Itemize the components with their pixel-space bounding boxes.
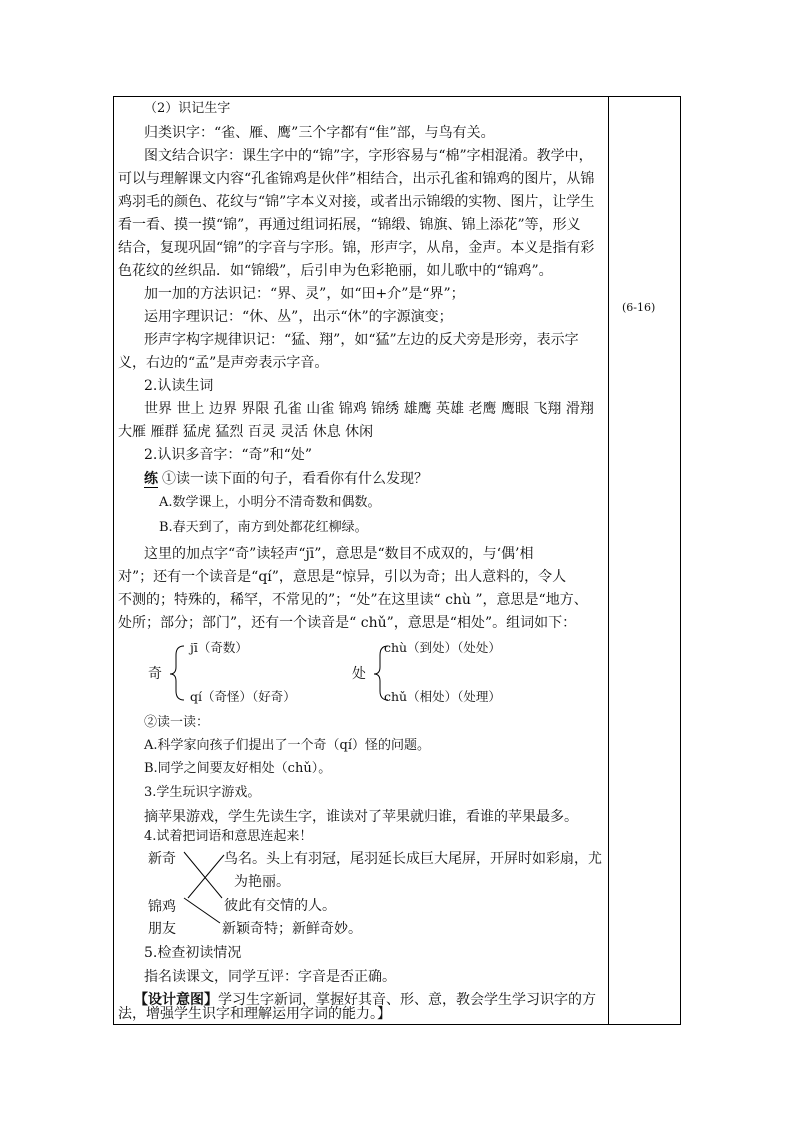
text-line: 这里的加点字“奇”读轻声“jī”，意思是“数目不成双的，与‘偶’相 <box>144 546 534 562</box>
brace-qi <box>170 646 184 700</box>
match-definition: 鸟名。头上有羽冠，尾羽延长成巨大尾屏，开屏时如彩扇，尤 <box>224 851 602 867</box>
word-list: 大雁 雁群 猛虎 猛烈 百灵 灵活 休息 休闲 <box>118 424 374 440</box>
practice-tag: 练 <box>144 471 158 487</box>
polyphone-qi: 奇 <box>148 666 162 682</box>
text-line: 可以与理解课文内容“孔雀锦鸡是伙伴”相结合，出示孔雀和锦鸡的图片，从锦 <box>118 171 595 187</box>
lesson-table <box>113 96 681 1025</box>
word-list: 世界 世上 边界 界限 孔雀 山雀 锦鸡 锦绣 雄鹰 英雄 老鹰 鹰眼 飞翔 滑翔 <box>144 401 594 417</box>
lesson-content <box>114 97 608 1024</box>
text-line: 鸡羽毛的颜色、花纹与“锦”字本义对接，或者出示锦缎的实物、图片，让学生 <box>118 194 595 210</box>
exercise-prompt: ①读一读下面的句子，看看你有什么发现？ <box>162 471 428 487</box>
text-line: 图文结合识字：课生字中的“锦”字，字形容易与“棉”字相混淆。教学中， <box>144 148 593 164</box>
polyphone-chu-reading-2: chǔ（相处）（处理） <box>384 689 501 704</box>
text-line: 形声字构字规律识记：“猛、翔”，如“猛”左边的反犬旁是形旁，表示字 <box>144 332 579 348</box>
design-intent-tag: 【设计意图】 <box>134 992 218 1008</box>
subsection-heading: 2.认识多音字：“奇”和“处” <box>144 447 312 463</box>
column-divider <box>608 97 609 1024</box>
text-line: 指名读课文，同学互评：字音是否正确。 <box>144 969 396 985</box>
match-line-2 <box>188 855 224 898</box>
text-line: 加一加的方法识记：“界、灵”，如“田+介”是“界”； <box>144 286 465 302</box>
example-sentence: A.数学课上，小明分不清奇数和偶数。 <box>159 495 381 510</box>
text-line: 对”；还有一个读音是“qí”，意思是“惊异，引以为奇；出人意料的，令人 <box>118 569 567 585</box>
text-line: 运用字理识记：“休、丛”，出示“休”的字源演变； <box>144 309 453 325</box>
text-line: 不测的；特殊的，稀罕，不常见的”；“处”在这里读“ chù ”，意思是“地方、 <box>118 592 588 608</box>
page-range-note: (6-16) <box>622 301 656 314</box>
example-sentence: B.春天到了，南方到处都花红柳绿。 <box>159 520 368 535</box>
text-line: 看一看、摸一摸“锦”，再通过组词拓展，“锦缎、锦旗、锦上添花”等，形义 <box>118 217 581 233</box>
design-intent-text: 学习生字新词，掌握好其音、形、意，教会学生学习识字的方 <box>218 992 596 1008</box>
text-line: 结合，复现巩固“锦”的字音与字形。锦，形声字，从帛，金声。本义是指有彩 <box>118 240 595 256</box>
match-word: 锦鸡 <box>148 899 176 915</box>
example-sentence: A.科学家向孩子们提出了一个奇（qí）怪的问题。 <box>144 738 431 753</box>
subsection-heading: 3.学生玩识字游戏。 <box>144 785 261 800</box>
match-definition-cont: 为艳丽。 <box>234 874 290 890</box>
polyphone-chu: 处 <box>352 666 366 682</box>
diagram-lines <box>114 97 608 1026</box>
match-word: 新奇 <box>148 851 176 867</box>
design-intent-cont: 法，增强学生识字和理解运用字词的能力。】 <box>118 1006 391 1022</box>
subsection-heading: 2.认读生词 <box>144 378 214 394</box>
example-sentence: B.同学之间要友好相处（chǔ）。 <box>144 761 332 776</box>
text-line: 归类识字：“雀、雁、鹰”三个字都有“隹”部，与鸟有关。 <box>144 125 495 141</box>
polyphone-chu-reading-1: chù（到处）（处处） <box>384 640 501 655</box>
polyphone-qi-reading-2: qí（奇怪）（好奇） <box>190 689 296 704</box>
text-line: 义，右边的“孟”是声旁表示字音。 <box>118 355 329 371</box>
text-line: 处所；部分；部门”，还有一个读音是“ chǔ”，意思是“相处”。组词如下： <box>118 615 577 631</box>
match-definition: 新颖奇特；新鲜奇妙。 <box>222 921 362 937</box>
match-definition: 彼此有交情的人。 <box>224 898 336 914</box>
subsection-heading: 5.检查初读情况 <box>144 945 242 961</box>
text-line: 摘苹果游戏，学生先读生字，谁读对了苹果就归谁，看谁的苹果最多。 <box>144 809 578 825</box>
match-line-1 <box>184 852 222 898</box>
polyphone-qi-reading-1: jī（奇数） <box>190 640 248 655</box>
subsection-heading: 4.试着把词语和意思连起来！ <box>144 829 313 844</box>
text-line: ②读一读： <box>144 715 210 730</box>
brace-chu <box>374 646 388 700</box>
section-heading: （2）识记生字 <box>144 101 231 116</box>
match-line-3 <box>184 898 220 923</box>
match-word: 朋友 <box>148 921 176 937</box>
text-line: 色花纹的丝织品．如“锦缎”，后引申为色彩艳丽，如儿歌中的“锦鸡”。 <box>118 263 553 279</box>
